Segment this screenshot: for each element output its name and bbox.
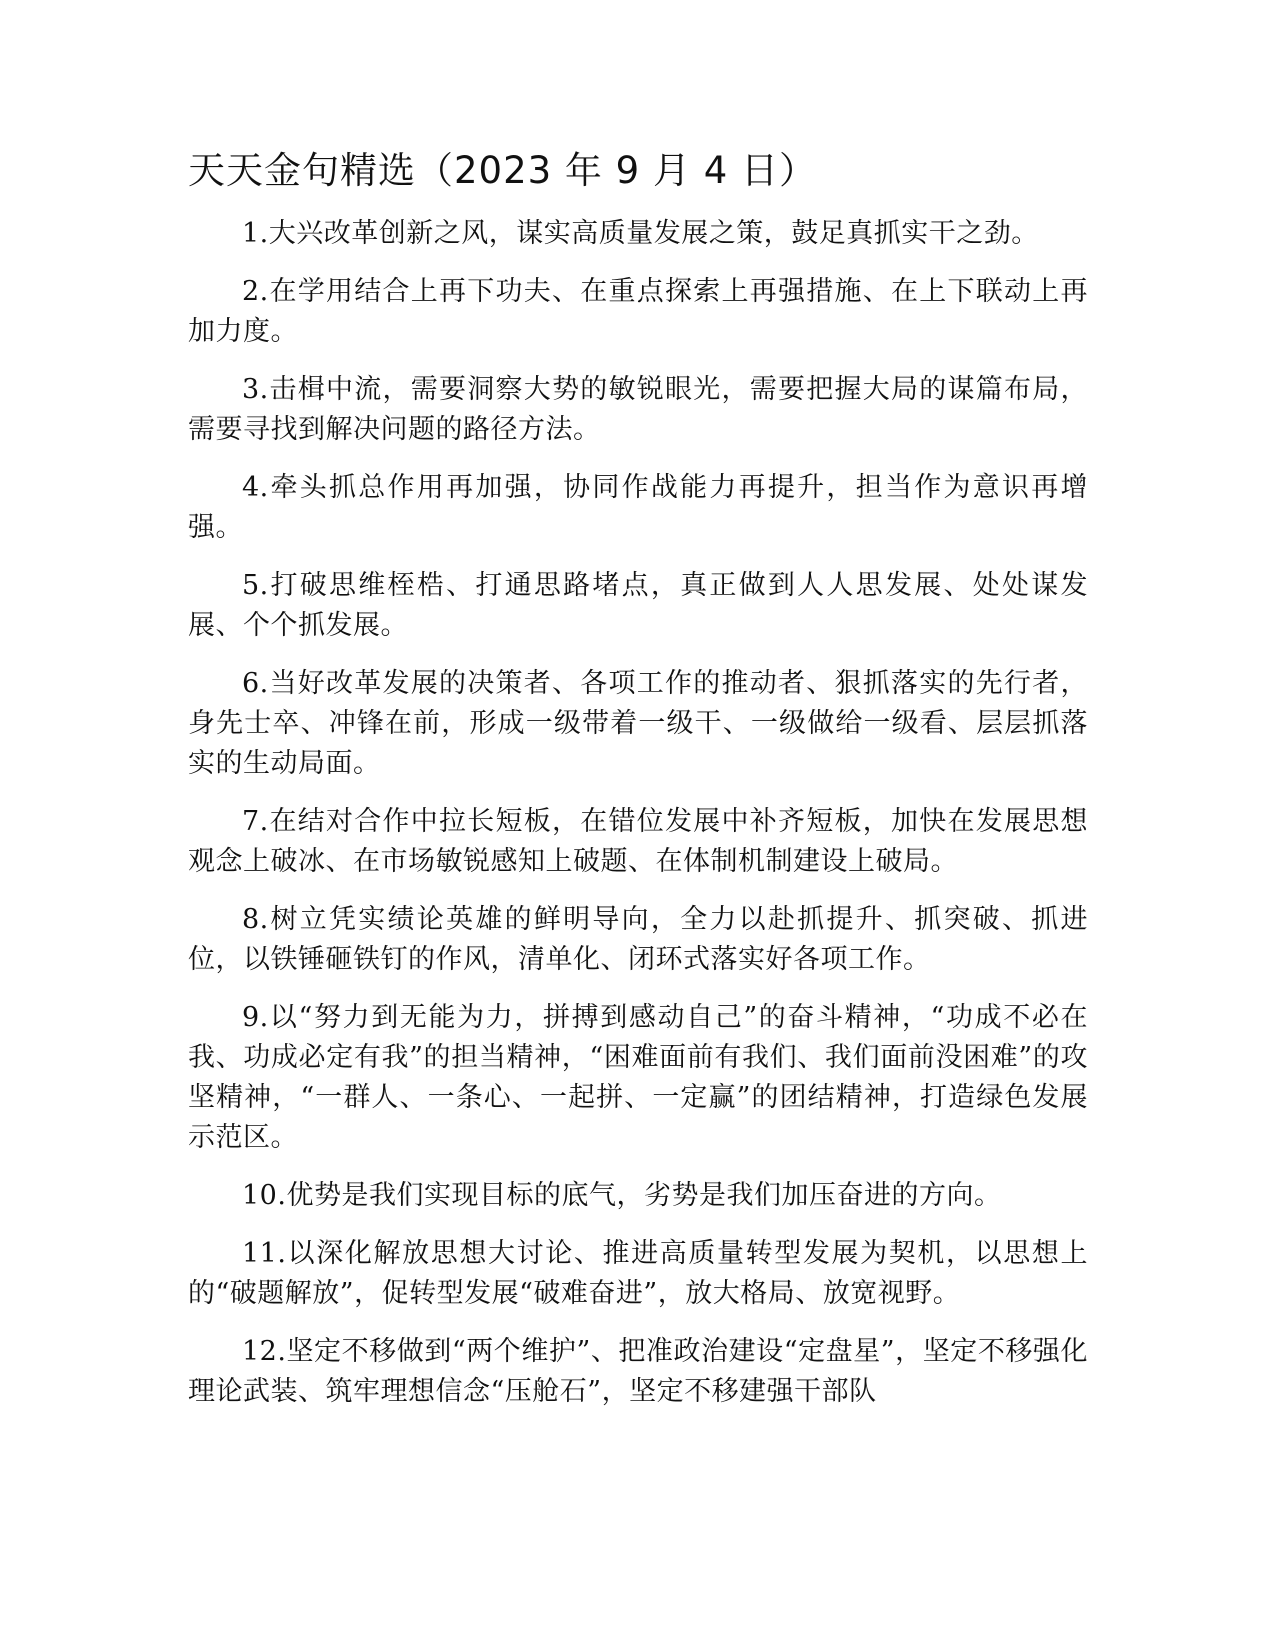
quote-paragraph-1: 1.大兴改革创新之风，谋实高质量发展之策，鼓足真抓实干之劲。 <box>242 218 1039 249</box>
quote-paragraph-7: 7.在结对合作中拉长短板，在错位发展中补齐短板，加快在发展思想观念上破冰、在市场敏锐感知上破题、在体制机制建设上破局。 <box>188 806 1088 877</box>
quote-paragraph-5: 5.打破思维桎梏、打通思路堵点，真正做到人人思发展、处处谋发展、个个抓发展。 <box>188 570 1088 641</box>
quote-paragraph-12: 12.坚定不移做到“两个维护”、把准政治建设“定盘星”，坚定不移强化理论武装、筑牢理想信念“压舱石”，坚定不移建强干部队 <box>188 1336 1088 1407</box>
quote-paragraph-4: 4.牵头抓总作用再加强，协同作战能力再提升，担当作为意识再增强。 <box>188 472 1088 543</box>
quote-paragraph-2: 2.在学用结合上再下功夫、在重点探索上再强措施、在上下联动上再加力度。 <box>188 276 1088 347</box>
document-page <box>188 146 1088 1430</box>
quote-paragraph-11: 11.以深化解放思想大讨论、推进高质量转型发展为契机，以思想上的“破题解放”，促转型发展“破难奋进”，放大格局、放宽视野。 <box>188 1238 1088 1309</box>
quote-paragraph-10: 10.优势是我们实现目标的底气，劣势是我们加压奋进的方向。 <box>242 1180 1002 1211</box>
quote-paragraph-3: 3.击楫中流，需要洞察大势的敏锐眼光，需要把握大局的谋篇布局，需要寻找到解决问题的路径方法。 <box>188 374 1088 445</box>
document-title: 天天金句精选（2023 年 9 月 4 日） <box>188 149 818 192</box>
quote-paragraph-8: 8.树立凭实绩论英雄的鲜明导向，全力以赴抓提升、抓突破、抓进位，以铁锤砸铁钉的作风，清单化、闭环式落实好各项工作。 <box>188 904 1088 975</box>
quote-paragraph-6: 6.当好改革发展的决策者、各项工作的推动者、狠抓落实的先行者，身先士卒、冲锋在前，形成一级带着一级干、一级做给一级看、层层抓落实的生动局面。 <box>188 668 1088 779</box>
quote-paragraph-9: 9.以“努力到无能为力，拼搏到感动自己”的奋斗精神，“功成不必在我、功成必定有我”的担当精神，“困难面前有我们、我们面前没困难”的攻坚精神，“一群人、一条心、一起拼、一定赢”的团结精神，打造绿色发展示范区。 <box>188 1002 1088 1153</box>
